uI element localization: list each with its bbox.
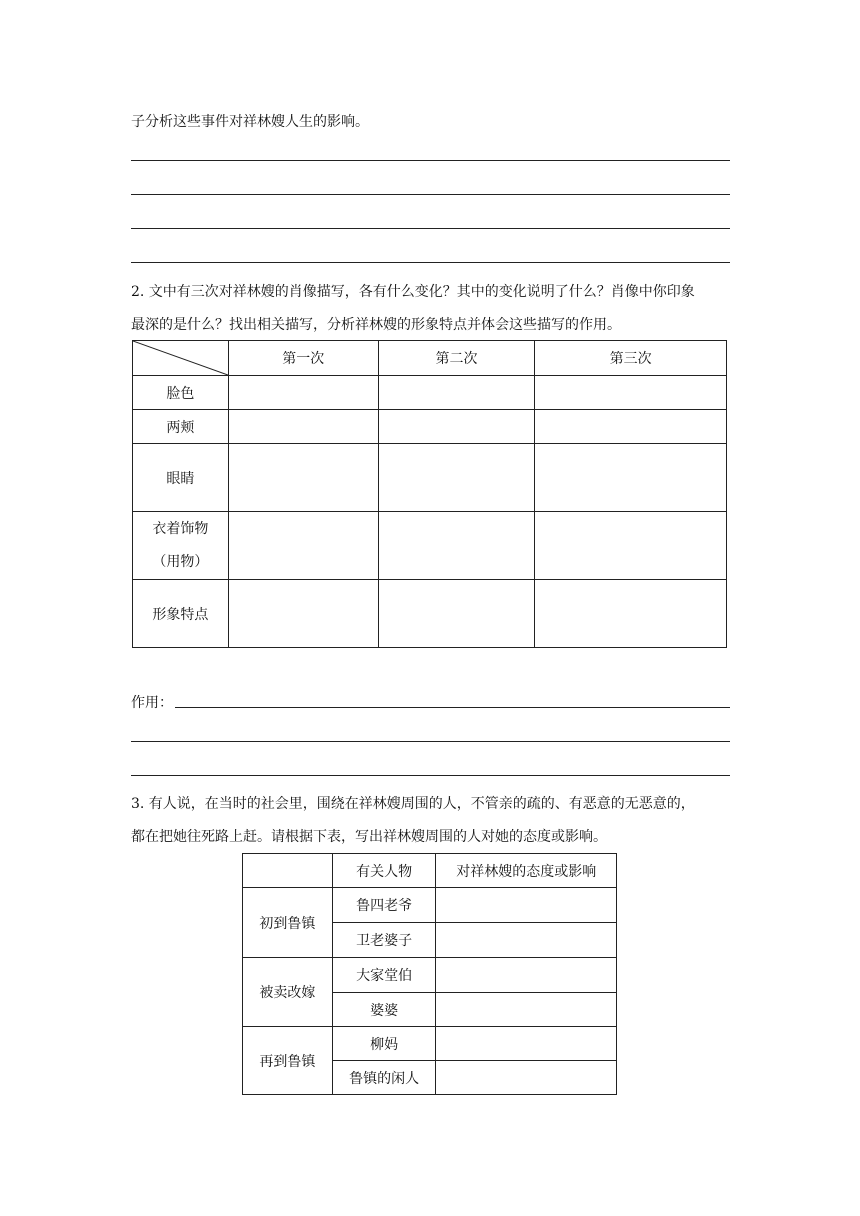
attitude-answer-cell[interactable] — [436, 1061, 617, 1095]
answer-line-1[interactable] — [131, 160, 730, 161]
answer-cell[interactable] — [535, 444, 727, 512]
row-label-complexion: 脸色 — [133, 376, 229, 410]
intro-line: 子分析这些事件对祥林嫂人生的影响。 — [131, 114, 369, 130]
portrait-table — [132, 340, 727, 648]
person-name: 鲁镇的闲人 — [332, 1061, 436, 1095]
header-attitude: 对祥林嫂的态度或影响 — [436, 854, 617, 888]
answer-cell[interactable] — [378, 512, 535, 580]
person-name: 鲁四老爷 — [332, 888, 436, 923]
answer-cell[interactable] — [535, 512, 727, 580]
effect-answer-line-1[interactable] — [175, 707, 730, 708]
answer-line-4[interactable] — [131, 262, 730, 263]
answer-cell[interactable] — [535, 410, 727, 444]
row-label-clothing-line-1: 衣着饰物 — [152, 520, 209, 537]
answer-cell[interactable] — [535, 376, 727, 410]
row-label-clothing-line-2: （用物） — [152, 553, 209, 570]
diagonal-header-cell — [133, 341, 229, 376]
answer-cell[interactable] — [378, 376, 535, 410]
answer-cell[interactable] — [228, 444, 378, 512]
answer-line-3[interactable] — [131, 228, 730, 229]
stage-label: 被卖改嫁 — [243, 958, 333, 1027]
attitude-answer-cell[interactable] — [436, 888, 617, 923]
column-header-first: 第一次 — [228, 341, 378, 376]
person-name: 大家堂伯 — [332, 958, 436, 993]
stage-label: 初到鲁镇 — [243, 888, 333, 958]
effect-answer-line-3[interactable] — [131, 775, 730, 776]
column-header-second: 第二次 — [378, 341, 535, 376]
answer-cell[interactable] — [228, 512, 378, 580]
question-3-line-1: 3. 有人说，在当时的社会里，围绕在祥林嫂周围的人，不管亲的疏的、有恶意的无恶意的， — [131, 796, 695, 812]
person-name: 婆婆 — [332, 993, 436, 1027]
answer-cell[interactable] — [535, 580, 727, 648]
header-blank-cell — [243, 854, 333, 888]
answer-cell[interactable] — [228, 376, 378, 410]
effect-answer-line-2[interactable] — [131, 741, 730, 742]
row-label-eyes: 眼睛 — [133, 444, 229, 512]
attitude-answer-cell[interactable] — [436, 993, 617, 1027]
question-2-line-2: 最深的是什么？找出相关描写，分析祥林嫂的形象特点并体会这些描写的作用。 — [131, 317, 621, 333]
person-name: 卫老婆子 — [332, 923, 436, 958]
answer-cell[interactable] — [228, 580, 378, 648]
question-2-line-1: 2. 文中有三次对祥林嫂的肖像描写，各有什么变化？其中的变化说明了什么？肖像中你印象 — [131, 284, 695, 300]
row-label-cheeks: 两颊 — [133, 410, 229, 444]
answer-cell[interactable] — [378, 444, 535, 512]
attitude-table — [242, 853, 617, 1095]
attitude-answer-cell[interactable] — [436, 1027, 617, 1061]
effect-label: 作用： — [131, 695, 173, 711]
column-header-third: 第三次 — [535, 341, 727, 376]
answer-line-2[interactable] — [131, 194, 730, 195]
row-label-clothing — [133, 512, 229, 580]
question-3-line-2: 都在把她往死路上赶。请根据下表，写出祥林嫂周围的人对她的态度或影响。 — [131, 829, 607, 845]
attitude-answer-cell[interactable] — [436, 958, 617, 993]
answer-cell[interactable] — [378, 410, 535, 444]
answer-cell[interactable] — [228, 410, 378, 444]
attitude-answer-cell[interactable] — [436, 923, 617, 958]
answer-cell[interactable] — [378, 580, 535, 648]
header-person: 有关人物 — [332, 854, 436, 888]
person-name: 柳妈 — [332, 1027, 436, 1061]
row-label-image-traits: 形象特点 — [133, 580, 229, 648]
stage-label: 再到鲁镇 — [243, 1027, 333, 1095]
